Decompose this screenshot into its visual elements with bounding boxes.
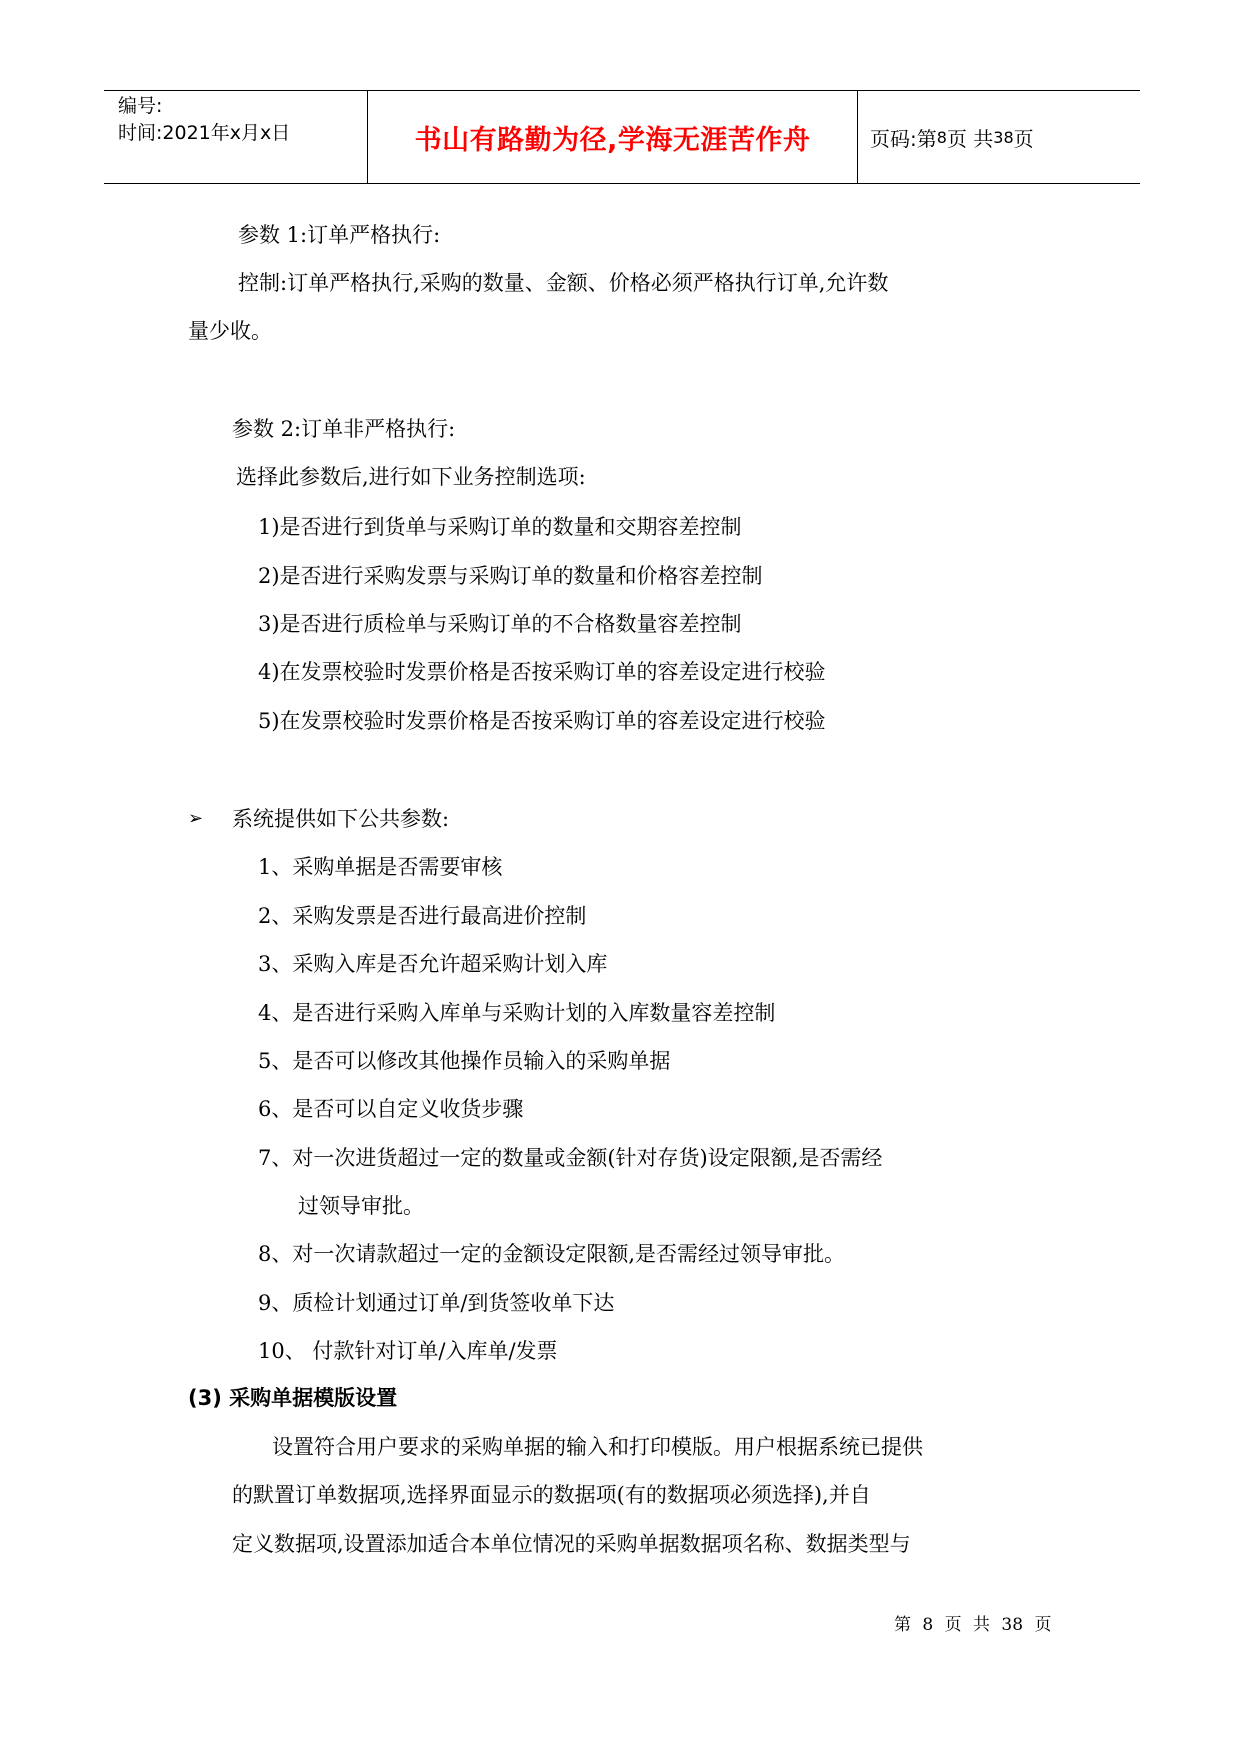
- page-footer: 第 8 页 共 38 页: [894, 1615, 1052, 1635]
- public-param-item: 5、是否可以修改其他操作员输入的采购单据: [258, 1049, 671, 1073]
- page-suffix: 页: [1013, 126, 1034, 151]
- page-total: 38: [993, 127, 1014, 147]
- public-param-item: 7、对一次进货超过一定的数量或金额(针对存货)设定限额,是否需经: [258, 1146, 883, 1170]
- param2-title: 参数 2:订单非严格执行:: [232, 417, 456, 441]
- public-param-item-cont: 过领导审批。: [298, 1194, 424, 1218]
- header-meta: [104, 91, 368, 183]
- section3-line: 的默置订单数据项,选择界面显示的数据项(有的数据项必须选择),并自: [232, 1483, 871, 1507]
- section3-heading: (3) 采购单据模版设置: [188, 1386, 398, 1410]
- param1-title: 参数 1:订单严格执行:: [238, 223, 441, 247]
- number-label: 编号:: [118, 95, 163, 117]
- time-label: 时间:2021年x月x日: [118, 122, 291, 144]
- page-header: [104, 90, 1140, 184]
- param2-intro: 选择此参数后,进行如下业务控制选项:: [236, 465, 586, 489]
- option-item: 4)在发票校验时发票价格是否按采购订单的容差设定进行校验: [258, 660, 826, 684]
- option-item: 3)是否进行质检单与采购订单的不合格数量容差控制: [258, 612, 742, 636]
- page-prefix: 页码:第: [870, 126, 937, 151]
- public-param-item: 3、采购入库是否允许超采购计划入库: [258, 952, 608, 976]
- page-mid: 页 共: [946, 126, 994, 151]
- public-param-item: 8、对一次请款超过一定的金额设定限额,是否需经过领导审批。: [258, 1242, 846, 1266]
- param1-control: 控制:订单严格执行,采购的数量、金额、价格必须严格执行订单,允许数: [238, 271, 889, 295]
- public-param-item: 6、是否可以自定义收货步骤: [258, 1097, 524, 1121]
- header-motto-cell: [368, 91, 858, 183]
- public-param-item: 2、采购发票是否进行最高进价控制: [258, 904, 587, 928]
- public-params-title: 系统提供如下公共参数:: [232, 807, 450, 831]
- arrow-bullet-icon: ➢: [188, 808, 204, 829]
- option-item: 1)是否进行到货单与采购订单的数量和交期容差控制: [258, 515, 742, 539]
- section3-line: 定义数据项,设置添加适合本单位情况的采购单据数据项名称、数据类型与: [232, 1532, 911, 1556]
- motto: 书山有路勤为径,学海无涯苦作舟: [414, 124, 811, 156]
- option-item: 5)在发票校验时发票价格是否按采购订单的容差设定进行校验: [258, 709, 826, 733]
- public-param-item: 10、 付款针对订单/入库单/发票: [258, 1339, 558, 1363]
- public-param-item: 4、是否进行采购入库单与采购计划的入库数量容差控制: [258, 1001, 776, 1025]
- option-item: 2)是否进行采购发票与采购订单的数量和价格容差控制: [258, 564, 763, 588]
- param1-control-cont: 量少收。: [188, 319, 272, 343]
- header-page-info: [858, 91, 1140, 183]
- public-param-item: 1、采购单据是否需要审核: [258, 855, 503, 879]
- page-number: 8: [936, 127, 947, 147]
- section3-line: 设置符合用户要求的采购单据的输入和打印模版。用户根据系统已提供: [272, 1435, 923, 1459]
- public-param-item: 9、质检计划通过订单/到货签收单下达: [258, 1291, 615, 1315]
